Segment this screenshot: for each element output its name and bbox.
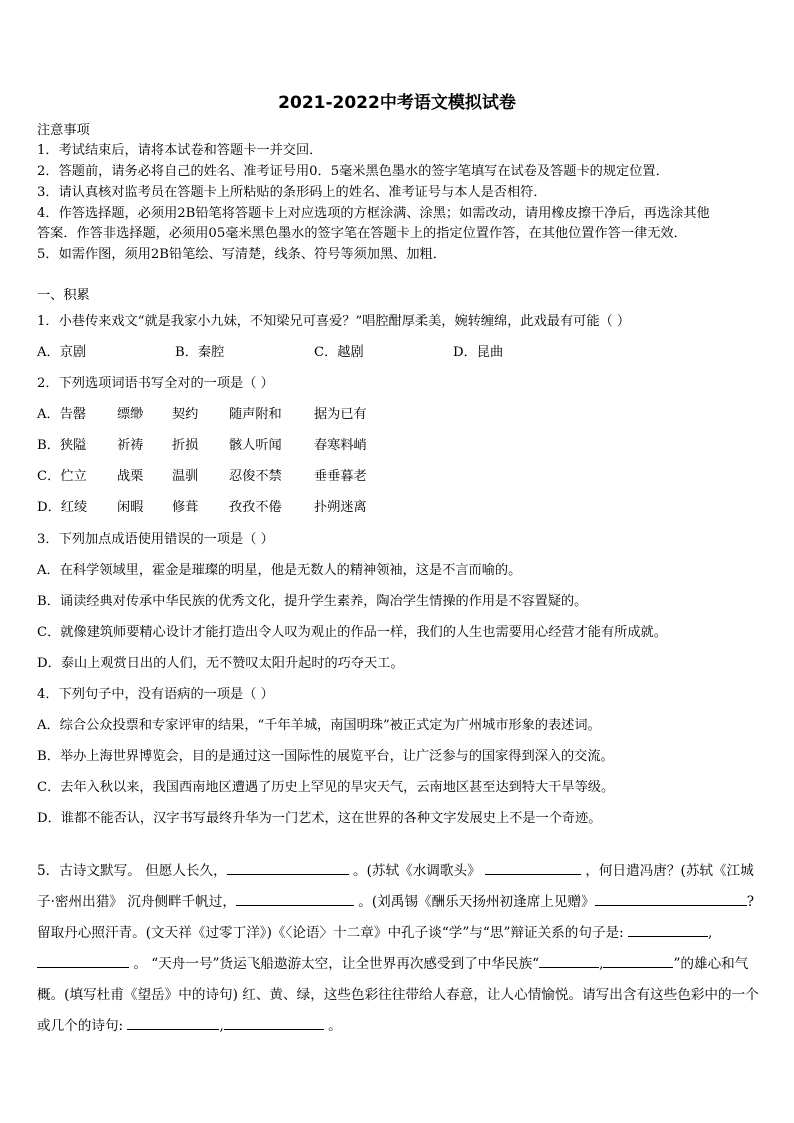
q2-row-a-word: 据为已有 (314, 407, 367, 422)
q4-option-a: A．综合公众投票和专家评审的结果，“千年羊城，南国明珠”被正式定为广州城市形象的表述词。 (37, 718, 601, 733)
q3-option-a: A．在科学领域里，霍金是璀璨的明星，他是无数人的精神领袖，这是不言而喻的。 (37, 563, 522, 578)
notice-item-1: 1．考试结束后，请将本试卷和答题卡一并交回． (37, 143, 323, 158)
q3-option-c: C．就像建筑师要精心设计才能打造出令人叹为观止的作品一样，我们的人生也需要用心经营才能有所成就。 (37, 625, 667, 640)
q5-blank-1[interactable] (227, 860, 349, 875)
q5-blank-9[interactable] (127, 1015, 219, 1030)
q2-row-c-word: 忍俊不禁 (229, 469, 282, 484)
notice-heading: 注意事项 (37, 123, 90, 138)
q5-text: 。 (323, 1018, 342, 1034)
question-4-stem: 4．下列句子中，没有语病的一项是（ ） (37, 687, 274, 702)
question-1-stem: 1．小巷传来戏文“就是我家小九妹，不知梁兄可喜爱？”唱腔酣厚柔美，婉转缠绵，此戏最有可能（ ） (37, 314, 631, 329)
question-2-stem: 2．下列选项词语书写全对的一项是（ ） (37, 376, 274, 391)
q5-text: 。(苏轼《水调歌头》 (348, 863, 485, 879)
q5-blank-2[interactable] (485, 860, 581, 875)
q5-blank-5[interactable] (628, 922, 708, 937)
question-5-block (37, 856, 759, 1042)
section-heading: 一、积累 (37, 288, 90, 303)
q1-option-d: D．昆曲 (453, 345, 504, 360)
q3-option-d: D．泰山上观赏日出的人们，无不赞叹太阳升起时的巧夺天工。 (37, 656, 404, 671)
q5-text: 。 “天舟一号”货运飞船遨游太空，让全世界再次感受到了中华民族“ (129, 956, 540, 972)
q1-option-b: B．秦腔 (175, 345, 225, 360)
notice-item-4: 4．作答选择题，必须用2B铅笔将答题卡上对应选项的方框涂满、涂黑；如需改动，请用橡皮擦干净后，再选涂其他 (37, 206, 710, 221)
q3-option-b: B．诵读经典对传承中华民族的优秀文化，提升学生素养，陶冶学生情操的作用是不容置疑的。 (37, 594, 588, 609)
q2-row-b-word: 折损 (172, 438, 199, 453)
q5-text: ?留取丹心照汗青。(文天祥《过零丁洋》)《〈论语〉十二章》中孔子谈“学”与“思”辩证关系的句子是: (37, 894, 754, 941)
q4-option-b: B．举办上海世界博览会，目的是通过这一国际性的展览平台，让广泛参与的国家得到深入的交流。 (37, 749, 614, 764)
q5-blank-7[interactable] (539, 953, 599, 968)
q5-blank-10[interactable] (224, 1015, 324, 1030)
exam-title: 2021-2022中考语文模拟试卷 (278, 93, 516, 113)
q1-option-c: C．越剧 (314, 345, 364, 360)
q5-text: 。(刘禹锡《酬乐天扬州初逢席上见赠》 (353, 894, 595, 910)
q5-blank-8[interactable] (603, 953, 673, 968)
q4-option-c: C．去年入秋以来，我国西南地区遭遇了历史上罕见的旱灾天气，云南地区甚至达到特大干旱等级。 (37, 780, 615, 795)
q5-text: , (219, 1018, 224, 1034)
q2-row-d-word: 扑朔迷离 (314, 500, 367, 515)
q2-row-b-word: 骸人听闻 (229, 438, 282, 453)
q2-row-b-word: 祈祷 (117, 438, 144, 453)
question-3-stem: 3．下列加点成语使用错误的一项是（ ） (37, 532, 274, 547)
q2-row-d-word: 孜孜不倦 (229, 500, 282, 515)
q2-row-d-word: D．红绫 (37, 500, 88, 515)
q2-row-c-word: 温驯 (172, 469, 199, 484)
q5-text: , (599, 956, 604, 972)
q5-blank-3[interactable] (236, 891, 354, 906)
q2-row-d-word: 修葺 (172, 500, 199, 515)
q5-text: 5．古诗文默写。 但愿人长久， (37, 863, 227, 879)
q2-row-a-word: A．告罄 (37, 407, 87, 422)
q5-text: ”的雄心和气概。(填写杜甫《望岳》中的诗句) 红、黄、绿，这些色彩往往带给人春意，让人心情愉悦。请写出含有这些色彩中的一个或几个的诗句: (37, 956, 759, 1034)
q5-text: ，何日遣冯唐？(苏轼《江城子·密州出猎》 沉舟侧畔千帆过， (37, 863, 754, 910)
q2-row-c-word: C．伫立 (37, 469, 87, 484)
notice-item-5: 5．如需作图，须用2B铅笔绘、写清楚，线条、符号等须加黑、加粗． (37, 247, 446, 262)
notice-item-2: 2．答题前，请务必将自己的姓名、准考证号用0．5毫米黑色墨水的签字笔填写在试卷及答题卡的规定位置． (37, 164, 669, 179)
q2-row-a-word: 缥缈 (117, 407, 144, 422)
notice-item-4-cont: 答案．作答非选择题，必须用05毫米黑色墨水的签字笔在答题卡上的指定位置作答，在其他位置作答一律无效． (37, 226, 687, 241)
q5-blank-4[interactable] (595, 891, 747, 906)
q2-row-b-word: B．狭隘 (37, 438, 87, 453)
q5-text: , (708, 925, 713, 941)
q2-row-a-word: 随声附和 (229, 407, 282, 422)
q2-row-b-word: 春寒料峭 (314, 438, 367, 453)
q2-row-d-word: 闲暇 (117, 500, 144, 515)
q2-row-c-word: 垂垂暮老 (314, 469, 367, 484)
q1-option-a: A．京剧 (37, 345, 87, 360)
notice-item-3: 3．请认真核对监考员在答题卡上所粘贴的条形码上的姓名、准考证号与本人是否相符． (37, 185, 547, 200)
q4-option-d: D．谁都不能否认，汉字书写最终升华为一门艺术，这在世界的各种文字发展史上不是一个奇迹。 (37, 811, 602, 826)
q5-blank-6[interactable] (37, 953, 129, 968)
q2-row-a-word: 契约 (172, 407, 199, 422)
q2-row-c-word: 战栗 (117, 469, 144, 484)
